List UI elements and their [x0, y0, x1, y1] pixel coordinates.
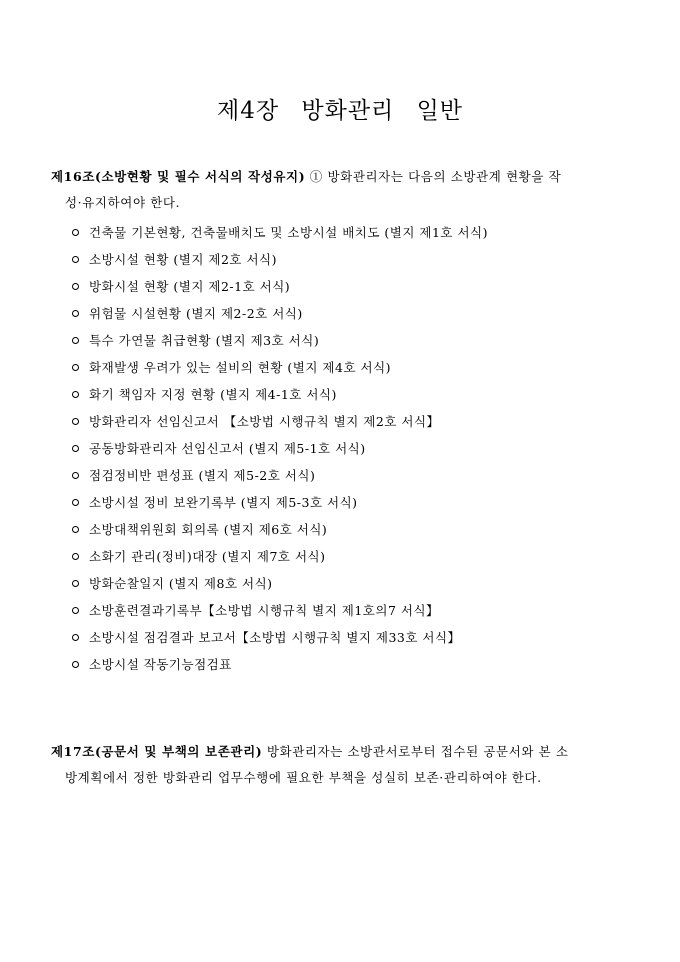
article-16-text-line2: 성·유지하여야 한다.: [65, 195, 181, 210]
bullet-circle-icon: [72, 634, 79, 641]
list-item: [72, 354, 652, 381]
bullet-circle-icon: [72, 310, 79, 317]
list-item: [72, 408, 652, 435]
list-item: [72, 246, 652, 273]
bullet-circle-icon: [72, 391, 79, 398]
list-item-text: 화기 책임자 지정 현황 (별지 제4-1호 서식): [89, 387, 337, 402]
list-item-text: 소방시설 점검결과 보고서【소방법 시행규칙 별지 제33호 서식】: [89, 630, 461, 645]
list-item-text: 소방대책위원회 회의록 (별지 제6호 서식): [89, 522, 328, 537]
bullet-circle-icon: [72, 256, 79, 263]
list-item-text: 소방시설 정비 보완기록부 (별지 제5-3호 서식): [89, 495, 358, 510]
article-17-text-line1: 방화관리자는 소방관서로부터 접수된 공문서와 본 소: [262, 744, 569, 759]
bullet-circle-icon: [72, 553, 79, 560]
list-item: [72, 624, 652, 651]
list-item: [72, 570, 652, 597]
article-16-text-line1: ① 방화관리자는 다음의 소방관계 현황을 작: [305, 169, 562, 184]
list-item: [72, 516, 652, 543]
list-item-text: 소방시설 현황 (별지 제2호 서식): [89, 252, 278, 267]
list-item: [72, 219, 652, 246]
article-17-text-line2: 방계획에서 정한 방화관리 업무수행에 필요한 부책을 성실히 보존·관리하여야 한다.: [65, 770, 542, 785]
list-item-text: 소방시설 작동기능점검표: [89, 657, 232, 672]
list-item-text: 위험물 시설현황 (별지 제2-2호 서식): [89, 306, 303, 321]
article-16-item-list: [72, 219, 652, 678]
list-item: [72, 489, 652, 516]
list-item-text: 공동방화관리자 선임신고서 (별지 제5-1호 서식): [89, 441, 366, 456]
article-17: [51, 739, 636, 791]
list-item: [72, 273, 652, 300]
list-item: [72, 381, 652, 408]
bullet-circle-icon: [72, 472, 79, 479]
chapter-title: 제4장 방화관리 일반: [217, 98, 463, 124]
article-16: [51, 164, 636, 216]
bullet-circle-icon: [72, 661, 79, 668]
article-17-heading: 제17조(공문서 및 부책의 보존관리): [51, 744, 263, 759]
article-16-heading: 제16조(소방현황 및 필수 서식의 작성유지): [51, 169, 306, 184]
list-item-text: 건축물 기본현황, 건축물배치도 및 소방시설 배치도 (별지 제1호 서식): [89, 225, 488, 240]
bullet-circle-icon: [72, 283, 79, 290]
bullet-circle-icon: [72, 607, 79, 614]
list-item-text: 소화기 관리(정비)대장 (별지 제7호 서식): [89, 549, 326, 564]
bullet-circle-icon: [72, 418, 79, 425]
list-item: [72, 651, 652, 678]
list-item-text: 방화시설 현황 (별지 제2-1호 서식): [89, 279, 291, 294]
list-item-text: 특수 가연물 취급현황 (별지 제3호 서식): [89, 333, 320, 348]
list-item: [72, 597, 652, 624]
list-item: [72, 300, 652, 327]
list-item-text: 방화관리자 선임신고서 【소방법 시행규칙 별지 제2호 서식】: [89, 414, 440, 429]
list-item-text: 점검정비반 편성표 (별지 제5-2호 서식): [89, 468, 316, 483]
list-item: [72, 462, 652, 489]
list-item: [72, 327, 652, 354]
bullet-circle-icon: [72, 526, 79, 533]
list-item: [72, 543, 652, 570]
list-item-text: 방화순찰일지 (별지 제8호 서식): [89, 576, 273, 591]
list-item-text: 소방훈련결과기록부【소방법 시행규칙 별지 제1호의7 서식】: [89, 603, 440, 618]
list-item: [72, 435, 652, 462]
article-17-paragraph: [51, 739, 636, 765]
bullet-circle-icon: [72, 364, 79, 371]
list-item-text: 화재발생 우려가 있는 설비의 현황 (별지 제4호 서식): [89, 360, 392, 375]
bullet-circle-icon: [72, 580, 79, 587]
bullet-circle-icon: [72, 229, 79, 236]
bullet-circle-icon: [72, 337, 79, 344]
bullet-circle-icon: [72, 445, 79, 452]
bullet-circle-icon: [72, 499, 79, 506]
article-16-paragraph: [51, 164, 636, 190]
